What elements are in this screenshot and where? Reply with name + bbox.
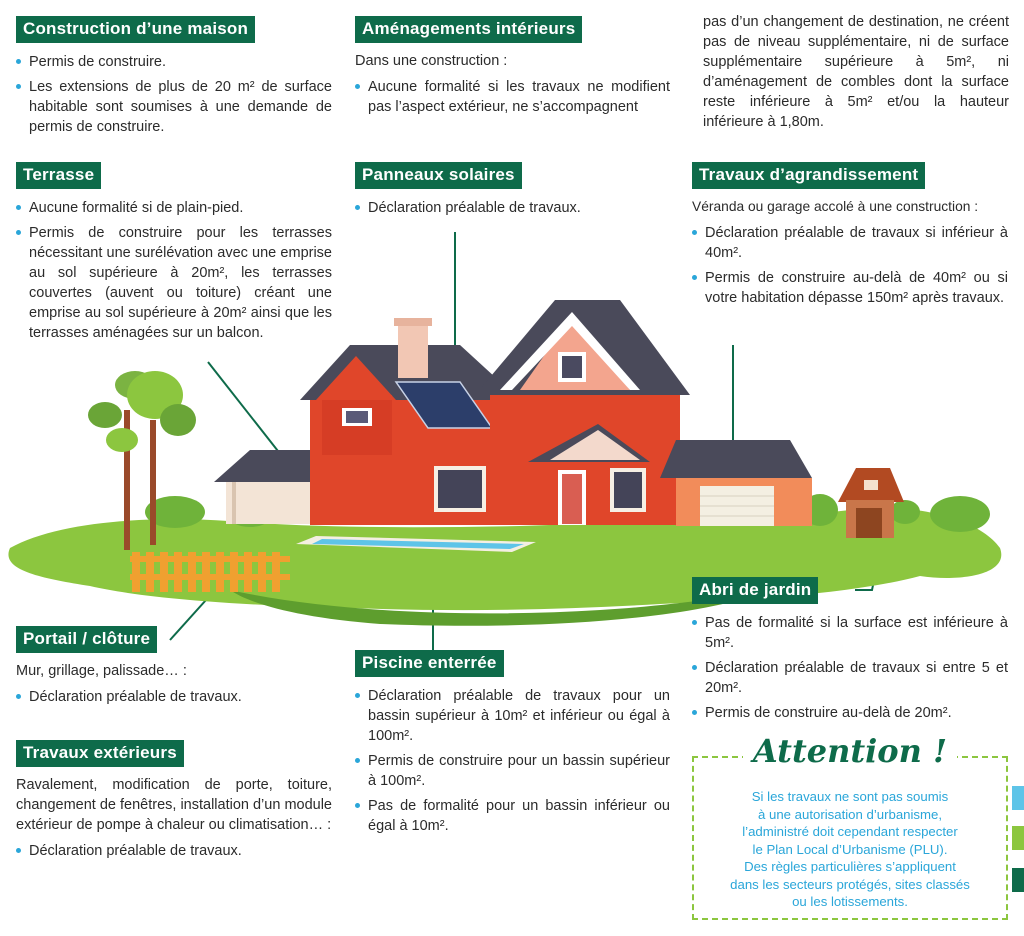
heading-portail: Portail / clôture <box>16 626 157 653</box>
section-terrasse <box>16 162 332 348</box>
attention-line: Si les travaux ne sont pas soumis <box>751 789 949 804</box>
list-item: Permis de construire. <box>16 52 332 72</box>
section-amenagements <box>355 16 670 122</box>
section-construction-maison <box>16 16 332 142</box>
attention-body <box>708 788 992 911</box>
list-item: Permis de construire au-delà de 40m² ou si votre habitation dépasse 150m² après travaux. <box>692 268 1008 308</box>
list-item: Permis de construire pour un bassin supérieur à 100m². <box>355 751 670 791</box>
attention-box <box>692 732 1008 920</box>
section-agrandissement <box>692 162 1008 313</box>
list-item: Aucune formalité si de plain-pied. <box>16 198 332 218</box>
list-item: Déclaration préalable de travaux. <box>16 687 332 707</box>
fence <box>130 552 290 592</box>
heading-amenagements: Aménagements intérieurs <box>355 16 582 43</box>
edge-tab-green <box>1012 826 1024 850</box>
heading-panneaux-solaires: Panneaux solaires <box>355 162 522 189</box>
list-item: Déclaration préalable de travaux. <box>355 198 670 218</box>
list-item: Les extensions de plus de 20 m² de surface habitable sont soumises à une demande de permis de construire. <box>16 77 332 137</box>
list-item: Pas de formalité si la surface est inférieure à 5m². <box>692 613 1008 653</box>
list-item: Déclaration préalable de travaux si entre 5 et 20m². <box>692 658 1008 698</box>
intro-text: Dans une construction : <box>355 53 508 69</box>
heading-abri-jardin: Abri de jardin <box>692 577 818 604</box>
attention-line: à une autorisation d’urbanisme, <box>757 806 942 822</box>
edge-tab-dark-green <box>1012 868 1024 892</box>
attention-line: ou les lotissements. <box>792 894 908 909</box>
section-portail <box>16 626 332 712</box>
attention-line: Des règles particulières s’appliquent <box>744 859 956 874</box>
house <box>300 300 812 526</box>
section-travaux-exterieurs <box>16 740 332 866</box>
list-item: Déclaration préalable de travaux. <box>16 841 332 861</box>
heading-travaux-exterieurs: Travaux extérieurs <box>16 740 184 767</box>
heading-agrandissement: Travaux d’agrandissement <box>692 162 925 189</box>
intro-text: Véranda ou garage accolé à une construction : <box>692 199 979 214</box>
heading-piscine: Piscine enterrée <box>355 650 504 677</box>
amenagements-continuation: pas d’un changement de destination, ne créent pas de niveau supplémentaire, ni de surface supplémentaire supérieure à 5m², ni d’aménagement de combles dont la surface reste inférieure à 5m² et/ou la hauteur inférieure à 1,80m. <box>703 14 1009 130</box>
list-item: Aucune formalité si les travaux ne modifient pas l’aspect extérieur, ne s’accompagnent <box>355 77 670 117</box>
attention-line: le Plan Local d’Urbanisme (PLU). <box>752 841 948 857</box>
attention-line: dans les secteurs protégés, sites classés <box>730 876 970 892</box>
list-item: Permis de construire pour les terrasses nécessitant une surélévation avec une emprise au sol supérieure à 20m², les terrasses couvertes (auvent ou toiture) créant une emprise au sol supérieure à 20m² ainsi que les terrasses aménagées sur un balcon. <box>16 223 332 343</box>
heading-terrasse: Terrasse <box>16 162 101 189</box>
leader-line-terrasse <box>208 362 285 460</box>
section-piscine <box>355 650 670 841</box>
attention-line: l’administré doit cependant respecter <box>742 824 958 839</box>
list-item: Permis de construire au-delà de 20m². <box>692 703 1008 723</box>
section-abri-jardin <box>692 577 1008 728</box>
section-panneaux-solaires <box>355 162 670 223</box>
list-item: Déclaration préalable de travaux pour un bassin supérieur à 10m² et inférieur ou égal à 100m². <box>355 686 670 746</box>
list-item: Déclaration préalable de travaux si inférieur à 40m². <box>692 223 1008 263</box>
intro-text: Ravalement, modification de porte, toiture, changement de fenêtres, installation d’un module extérieur de pompe à chaleur ou climatisation… : <box>16 777 332 833</box>
attention-title: Attention ! <box>743 732 957 770</box>
edge-tab-blue <box>1012 786 1024 810</box>
heading-construction-maison: Construction d’une maison <box>16 16 255 43</box>
list-item: Pas de formalité pour un bassin inférieur ou égal à 10m². <box>355 796 670 836</box>
intro-text: Mur, grillage, palissade… : <box>16 663 187 679</box>
